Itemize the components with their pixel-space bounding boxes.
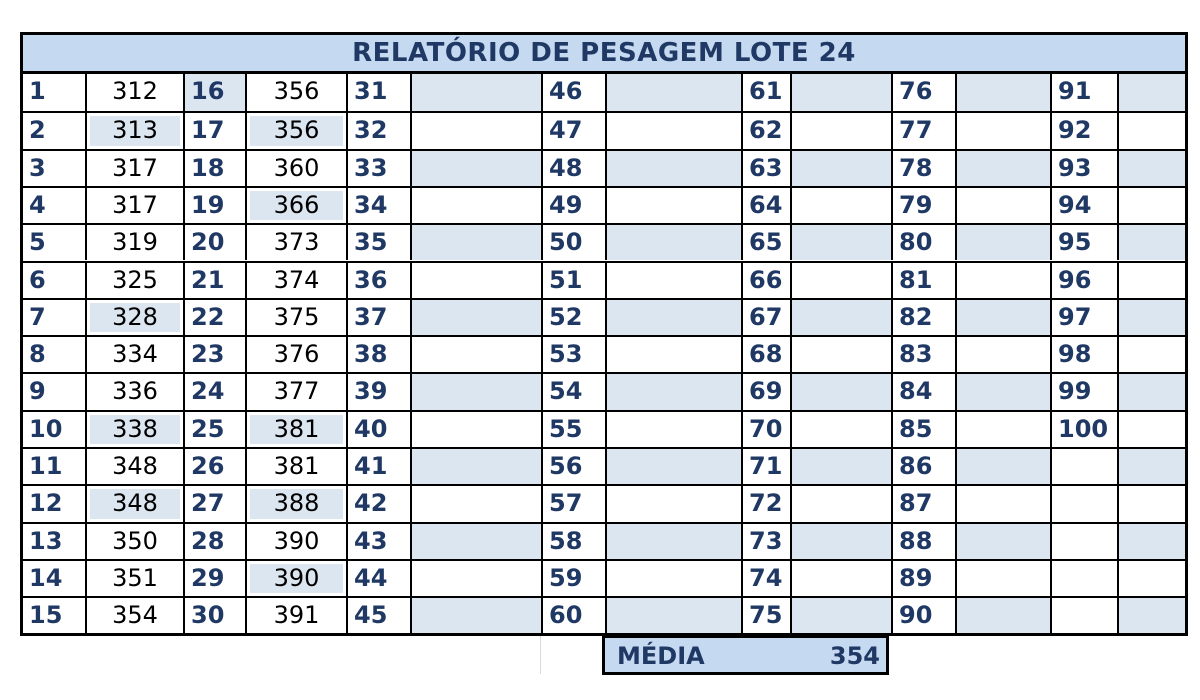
weight-value-cell: [245, 74, 346, 111]
animal-number-cell: 55: [541, 412, 605, 447]
weight-value: 381: [273, 414, 320, 443]
table-row: [23, 335, 1185, 372]
weight-value-cell: [790, 300, 891, 335]
weight-value-cell: [85, 449, 183, 484]
animal-number-cell: 99: [1050, 374, 1117, 409]
animal-number-cell: 25: [183, 412, 245, 447]
weight-value-cell: [85, 263, 183, 298]
animal-number-cell: 96: [1050, 263, 1117, 298]
weight-value-cell: [245, 449, 346, 484]
animal-number-cell: 24: [183, 374, 245, 409]
weight-value-cell: [605, 374, 741, 409]
animal-number-cell: 1: [29, 77, 46, 105]
animal-number-cell: 88: [891, 524, 955, 559]
weight-value-cell: [1117, 113, 1185, 148]
weight-value: 351: [112, 563, 158, 592]
weight-value-cell: [85, 113, 183, 148]
animal-number-cell: 13: [29, 526, 63, 555]
animal-number-cell: 85: [891, 412, 955, 447]
weight-value-cell: [955, 113, 1050, 148]
weight-value: 390: [273, 563, 320, 592]
weight-value-cell: [245, 337, 346, 372]
weight-value-cell: [1117, 598, 1185, 633]
animal-number-cell: 62: [741, 113, 790, 148]
weight-value-cell: [605, 113, 741, 148]
weight-value-cell: [955, 188, 1050, 223]
animal-number-cell: 28: [183, 524, 245, 559]
weight-value-cell: [1117, 412, 1185, 447]
animal-number-cell: 58: [541, 524, 605, 559]
weight-value-cell: [955, 449, 1050, 484]
weight-value-cell: [245, 225, 346, 260]
animal-number-cell: 80: [891, 225, 955, 260]
weight-value: 390: [273, 526, 320, 555]
animal-number-cell: 82: [891, 300, 955, 335]
weight-value: 313: [112, 116, 158, 145]
animal-number-cell: 3: [29, 153, 46, 182]
divider: [540, 636, 541, 674]
weight-value-cell: [790, 449, 891, 484]
weight-value-cell: [790, 188, 891, 223]
table-row: [23, 410, 1185, 447]
animal-number-cell: 30: [183, 598, 245, 633]
weight-value-cell: [605, 188, 741, 223]
weight-value-cell: [955, 486, 1050, 521]
weight-value-cell: [85, 486, 183, 521]
animal-number-cell: [1050, 561, 1117, 596]
table-row: [23, 596, 1185, 633]
weight-value-cell: [410, 74, 541, 111]
animal-number-cell: 76: [891, 74, 955, 111]
animal-number-cell: 34: [346, 188, 410, 223]
weight-value-cell: [790, 561, 891, 596]
animal-number-cell: 75: [741, 598, 790, 633]
weight-value: 328: [112, 302, 158, 331]
animal-number-cell: 70: [741, 412, 790, 447]
animal-number-cell: 78: [891, 151, 955, 186]
weight-value: 375: [273, 302, 320, 331]
weight-value-cell: [955, 598, 1050, 633]
weight-value-cell: [605, 524, 741, 559]
weight-value: 391: [273, 601, 320, 630]
animal-number-cell: 7: [29, 302, 46, 331]
animal-number-cell: 95: [1050, 225, 1117, 260]
weight-value-cell: [790, 263, 891, 298]
animal-number-cell: 69: [741, 374, 790, 409]
weight-value-cell: [245, 300, 346, 335]
animal-number-cell: 93: [1050, 151, 1117, 186]
weight-value-cell: [605, 300, 741, 335]
table-row: [23, 111, 1185, 148]
weight-value-cell: [605, 225, 741, 260]
table-row: [23, 484, 1185, 521]
weight-value: 312: [112, 77, 158, 105]
weight-value-cell: [955, 524, 1050, 559]
animal-number-cell: 37: [346, 300, 410, 335]
weight-value: 354: [112, 601, 158, 630]
weight-value-cell: [410, 337, 541, 372]
animal-number-cell: 8: [29, 340, 46, 369]
animal-number-cell: 87: [891, 486, 955, 521]
weight-value-cell: [1117, 561, 1185, 596]
animal-number-cell: 50: [541, 225, 605, 260]
animal-number-cell: 33: [346, 151, 410, 186]
weight-value-cell: [85, 412, 183, 447]
weight-value-cell: [85, 561, 183, 596]
weight-value-cell: [605, 486, 741, 521]
weight-value-cell: [245, 486, 346, 521]
weight-value-cell: [790, 374, 891, 409]
animal-number-cell: 14: [29, 563, 63, 592]
animal-number-cell: 27: [183, 486, 245, 521]
table-row: [23, 223, 1185, 260]
animal-number-cell: 98: [1050, 337, 1117, 372]
weight-value-cell: [85, 151, 183, 186]
weight-value-cell: [1117, 151, 1185, 186]
weight-value-cell: [410, 151, 541, 186]
weight-value-cell: [245, 113, 346, 148]
animal-number-cell: 65: [741, 225, 790, 260]
weight-value-cell: [245, 151, 346, 186]
weight-value-cell: [410, 113, 541, 148]
weight-value: 350: [112, 526, 158, 555]
animal-number-cell: 18: [183, 151, 245, 186]
animal-number-cell: 54: [541, 374, 605, 409]
weight-value-cell: [790, 337, 891, 372]
weight-value-cell: [790, 225, 891, 260]
animal-number-cell: 44: [346, 561, 410, 596]
weight-value: 366: [273, 190, 320, 219]
weight-value-cell: [605, 74, 741, 111]
animal-number-cell: 10: [29, 414, 63, 443]
weight-value: 336: [112, 377, 158, 406]
animal-number-cell: 79: [891, 188, 955, 223]
animal-number-cell: 21: [183, 263, 245, 298]
animal-number-cell: [1050, 486, 1117, 521]
weight-value: 319: [112, 228, 158, 257]
weight-value-cell: [955, 74, 1050, 111]
animal-number-cell: 46: [541, 74, 605, 111]
table-row: [23, 74, 1185, 111]
weight-value-cell: [85, 598, 183, 633]
weight-value-cell: [790, 486, 891, 521]
weight-value: 356: [273, 77, 320, 105]
animal-number-cell: 97: [1050, 300, 1117, 335]
weight-value-cell: [1117, 524, 1185, 559]
weight-value-cell: [605, 561, 741, 596]
table-row: [23, 522, 1185, 559]
weight-value: 348: [112, 489, 158, 518]
table-row: [23, 298, 1185, 335]
animal-number-cell: 72: [741, 486, 790, 521]
weight-value: 317: [112, 190, 158, 219]
animal-number-cell: 31: [346, 74, 410, 111]
weight-value: 360: [273, 153, 320, 182]
animal-number-cell: 4: [29, 190, 46, 219]
weight-value-cell: [410, 412, 541, 447]
weight-value-cell: [790, 524, 891, 559]
animal-number-cell: 5: [29, 228, 46, 257]
weight-value-cell: [245, 561, 346, 596]
weight-value-cell: [85, 225, 183, 260]
table-row: [23, 149, 1185, 186]
weight-value-cell: [85, 524, 183, 559]
animal-number-cell: 94: [1050, 188, 1117, 223]
animal-number-cell: 20: [183, 225, 245, 260]
animal-number-cell: 51: [541, 263, 605, 298]
animal-number-cell: 77: [891, 113, 955, 148]
animal-number-cell: 2: [29, 116, 46, 145]
animal-number-cell: 67: [741, 300, 790, 335]
animal-number-cell: 11: [29, 452, 63, 480]
animal-number-cell: 91: [1050, 74, 1117, 111]
animal-number-cell: 48: [541, 151, 605, 186]
animal-number-cell: 23: [183, 337, 245, 372]
weight-value-cell: [410, 449, 541, 484]
weight-value-cell: [410, 300, 541, 335]
animal-number-cell: 84: [891, 374, 955, 409]
animal-number-cell: 57: [541, 486, 605, 521]
weight-value-cell: [790, 412, 891, 447]
weight-value-cell: [410, 598, 541, 633]
animal-number-cell: 39: [346, 374, 410, 409]
weight-value: 325: [112, 265, 158, 294]
animal-number-cell: 38: [346, 337, 410, 372]
weight-value-cell: [410, 188, 541, 223]
weight-value-cell: [605, 598, 741, 633]
weight-value: 374: [273, 265, 320, 294]
weight-value-cell: [85, 300, 183, 335]
weight-value-cell: [955, 561, 1050, 596]
weight-value-cell: [85, 74, 183, 111]
weight-value-cell: [955, 300, 1050, 335]
table-row: [23, 261, 1185, 298]
weight-value-cell: [955, 263, 1050, 298]
weight-value-cell: [1117, 337, 1185, 372]
table-row: [23, 559, 1185, 596]
weight-value: 388: [273, 489, 320, 518]
table-row: [23, 447, 1185, 484]
report-title: RELATÓRIO DE PESAGEM LOTE 24: [23, 35, 1185, 74]
weight-value-cell: [410, 524, 541, 559]
animal-number-cell: 89: [891, 561, 955, 596]
weight-value-cell: [1117, 374, 1185, 409]
animal-number-cell: 83: [891, 337, 955, 372]
weight-value-cell: [245, 524, 346, 559]
weight-value-cell: [85, 337, 183, 372]
animal-number-cell: [1050, 598, 1117, 633]
animal-number-cell: 40: [346, 412, 410, 447]
animal-number-cell: 63: [741, 151, 790, 186]
weight-value-cell: [955, 337, 1050, 372]
animal-number-cell: 19: [183, 188, 245, 223]
animal-number-cell: 90: [891, 598, 955, 633]
weighing-report-table: [20, 32, 1188, 636]
animal-number-cell: 86: [891, 449, 955, 484]
weight-value-cell: [790, 74, 891, 111]
weight-value-cell: [1117, 225, 1185, 260]
animal-number-cell: 42: [346, 486, 410, 521]
animal-number-cell: 61: [741, 74, 790, 111]
weight-value: 338: [112, 414, 158, 443]
animal-number-cell: 17: [183, 113, 245, 148]
animal-number-cell: 41: [346, 449, 410, 484]
weight-value-cell: [1117, 74, 1185, 111]
weight-value-cell: [605, 449, 741, 484]
animal-number-cell: 9: [29, 377, 46, 406]
average-box: [602, 635, 889, 675]
animal-number-cell: 45: [346, 598, 410, 633]
animal-number-cell: 16: [183, 74, 245, 111]
weight-value-cell: [85, 374, 183, 409]
weight-value-cell: [410, 561, 541, 596]
weight-value: 381: [273, 452, 320, 480]
weight-value-cell: [605, 151, 741, 186]
weight-value-cell: [245, 374, 346, 409]
animal-number-cell: 12: [29, 489, 63, 518]
animal-number-cell: 49: [541, 188, 605, 223]
animal-number-cell: 60: [541, 598, 605, 633]
weight-value-cell: [955, 374, 1050, 409]
average-label: MÉDIA: [617, 642, 705, 670]
weight-value-cell: [245, 263, 346, 298]
weight-value: 373: [273, 228, 320, 257]
weight-value-cell: [955, 225, 1050, 260]
weight-value-cell: [410, 263, 541, 298]
weight-value-cell: [410, 374, 541, 409]
animal-number-cell: 81: [891, 263, 955, 298]
animal-number-cell: 36: [346, 263, 410, 298]
weight-value-cell: [1117, 263, 1185, 298]
weight-value-cell: [1117, 486, 1185, 521]
animal-number-cell: 35: [346, 225, 410, 260]
weight-value-cell: [1117, 300, 1185, 335]
animal-number-cell: 53: [541, 337, 605, 372]
animal-number-cell: 43: [346, 524, 410, 559]
weight-value-cell: [410, 486, 541, 521]
animal-number-cell: 52: [541, 300, 605, 335]
weight-value-cell: [245, 188, 346, 223]
weight-value-cell: [605, 263, 741, 298]
animal-number-cell: 59: [541, 561, 605, 596]
weight-value-cell: [410, 225, 541, 260]
table-row: [23, 186, 1185, 223]
animal-number-cell: 32: [346, 113, 410, 148]
animal-number-cell: 29: [183, 561, 245, 596]
animal-number-cell: 64: [741, 188, 790, 223]
animal-number-cell: [1050, 449, 1117, 484]
animal-number-cell: 6: [29, 265, 46, 294]
weight-value-cell: [955, 151, 1050, 186]
weight-value-cell: [955, 412, 1050, 447]
animal-number-cell: 68: [741, 337, 790, 372]
animal-number-cell: 92: [1050, 113, 1117, 148]
weight-value: 334: [112, 340, 158, 369]
animal-number-cell: 74: [741, 561, 790, 596]
weight-value-cell: [790, 598, 891, 633]
weight-value-cell: [1117, 449, 1185, 484]
average-value: 354: [829, 642, 880, 670]
weight-value-cell: [245, 598, 346, 633]
weight-value: 348: [112, 452, 158, 480]
weight-value-cell: [245, 412, 346, 447]
weight-value-cell: [605, 337, 741, 372]
animal-number-cell: 26: [183, 449, 245, 484]
weight-value-cell: [1117, 188, 1185, 223]
animal-number-cell: 47: [541, 113, 605, 148]
weight-value: 376: [273, 340, 320, 369]
weights-grid: [23, 74, 1185, 636]
animal-number-cell: 15: [29, 601, 63, 630]
animal-number-cell: 73: [741, 524, 790, 559]
animal-number-cell: [1050, 524, 1117, 559]
weight-value: 356: [273, 116, 320, 145]
animal-number-cell: 56: [541, 449, 605, 484]
weight-value: 377: [273, 377, 320, 406]
weight-value-cell: [85, 188, 183, 223]
weight-value: 317: [112, 153, 158, 182]
weight-value-cell: [790, 151, 891, 186]
animal-number-cell: 22: [183, 300, 245, 335]
animal-number-cell: 71: [741, 449, 790, 484]
animal-number-cell: 100: [1050, 412, 1117, 447]
animal-number-cell: 66: [741, 263, 790, 298]
weight-value-cell: [790, 113, 891, 148]
table-row: [23, 372, 1185, 409]
weight-value-cell: [605, 412, 741, 447]
